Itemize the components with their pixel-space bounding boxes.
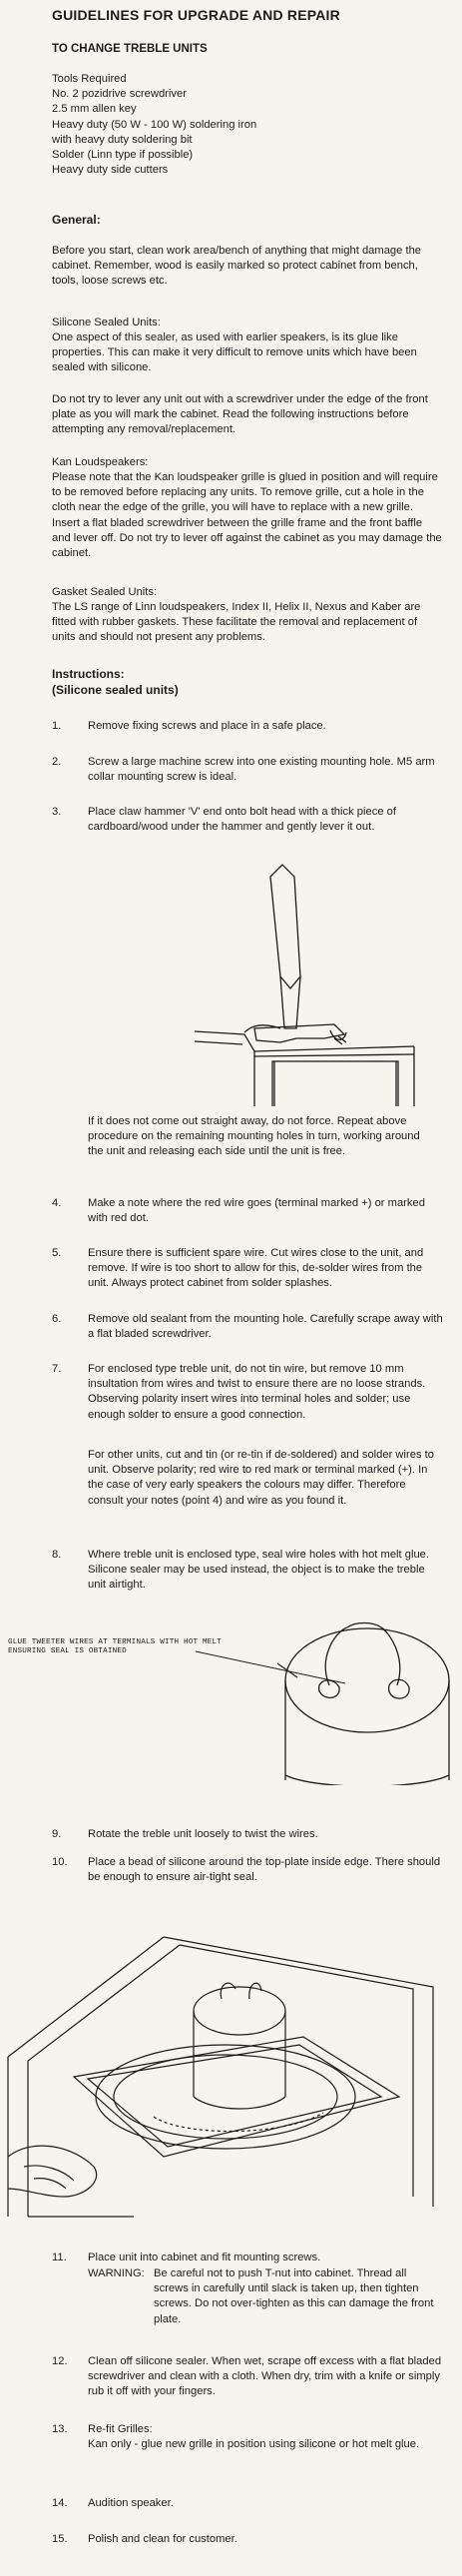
tools-line: No. 2 pozidrive screwdriver bbox=[52, 88, 187, 101]
step-text: Remove old sealant from the mounting hole. Carefully scrape away with a flat bladed screwdriver. bbox=[88, 1313, 443, 1341]
step-text: Audition speaker. bbox=[88, 2497, 174, 2509]
step-number: 14. bbox=[52, 2497, 68, 2509]
step-number: 10. bbox=[52, 1856, 68, 1868]
tweeter-glue-illustration bbox=[277, 1615, 457, 1785]
step-text: Polish and clean for customer. bbox=[88, 2533, 237, 2545]
step-text: Make a note where the red wire goes (terminal marked +) or marked with red dot. bbox=[88, 1197, 425, 1225]
step-number: 7. bbox=[52, 1363, 62, 1375]
step-7-continued: For other units, cut and tin (or re-tin if de-soldered) and solder wires to unit. Observe polarity; red wire to red mark or terminal marked (+). In the case of very early speakers the colours may differ. Therefore consult your notes (point 4) and wire as you found it. bbox=[88, 1449, 434, 1507]
tools-line: with heavy duty soldering bit bbox=[52, 133, 193, 146]
general-heading: General: bbox=[52, 213, 101, 227]
step-number: 1. bbox=[52, 720, 62, 732]
hammer-lever-illustration bbox=[185, 857, 444, 1106]
caption-line: GLUE TWEETER WIRES AT TERMINALS WITH HOT MELT bbox=[8, 1638, 223, 1646]
caption-line: ENSURING SEAL IS OBTAINED bbox=[8, 1646, 127, 1655]
silicone-text: One aspect of this sealer, as used with earlier speakers, is its glue like properties. This can make it very difficult to remove units which have been sealed with silicone. bbox=[52, 331, 417, 374]
step-number: 5. bbox=[52, 1247, 62, 1259]
step-text: Place unit into cabinet and fit mounting screws. bbox=[88, 2252, 321, 2263]
general-intro: Before you start, clean work area/bench of anything that might damage the cabinet. Remember, wood is easily marked so protect cabinet from bench, tools, loose screws etc. bbox=[52, 245, 422, 288]
step-text: Remove fixing screws and place in a safe place. bbox=[88, 720, 326, 732]
kan-text: Please note that the Kan loudspeaker grille is glued in position and will require to be removed before replacing any units. To remove grille, cut a hole in the cloth near the edge of the grille, you will have to replace with a new grille. Insert a flat bladed screwdriver between the grille frame and the front baffle and lever off. Do not try to lever off against the cabinet as you may damage the cabinet. bbox=[52, 471, 442, 560]
grille-note: Kan only - glue new grille in position using silicone or hot melt glue. bbox=[88, 2438, 420, 2450]
step-text: Re-fit Grilles: bbox=[88, 2423, 153, 2435]
silicone-heading: Silicone Sealed Units: bbox=[52, 317, 161, 328]
step-number: 9. bbox=[52, 1828, 62, 1840]
step-number: 4. bbox=[52, 1197, 62, 1209]
instructions-subheading: (Silicone sealed units) bbox=[52, 683, 179, 697]
tools-line: Heavy duty (50 W - 100 W) soldering iron bbox=[52, 118, 257, 131]
step-text: For enclosed type treble unit, do not tin wire, but remove 10 mm insultation from wires and twist to ensure there are no loose strands. Observing polarity insert wires into terminal holes and solder; use enough solder to ensure a good connection. bbox=[88, 1363, 426, 1421]
step-text: Rotate the treble unit loosely to twist the wires. bbox=[88, 1828, 318, 1840]
tools-list bbox=[52, 72, 443, 179]
tools-line: Tools Required bbox=[52, 73, 127, 85]
lever-warning-text: Do not try to lever any unit out with a screwdriver under the edge of the front plate as you will mark the cabinet. Read the following instructions before attempting any removal/replacement. bbox=[52, 393, 428, 436]
tools-line: 2.5 mm allen key bbox=[52, 103, 137, 116]
step-text: Screw a large machine screw into one existing mounting hole. M5 arm collar mounting screw is ideal. bbox=[88, 756, 435, 784]
step-text: Place claw hammer 'V' end onto bolt head with a thick piece of cardboard/wood under the hammer and gently lever it out. bbox=[88, 806, 396, 834]
step-number: 8. bbox=[52, 1549, 62, 1561]
step-number: 12. bbox=[52, 2355, 68, 2367]
step-text: Ensure there is sufficient spare wire. Cut wires close to the unit, and remove. If wire is too short to allow for this, de-solder wires from the unit. Always protect cabinet from solder splashes. bbox=[88, 1247, 424, 1290]
page-title: GUIDELINES FOR UPGRADE AND REPAIR bbox=[52, 7, 340, 23]
section-subtitle: TO CHANGE TREBLE UNITS bbox=[52, 43, 208, 55]
step-text: Place a bead of silicone around the top-plate inside edge. There should be enough to ensure air-tight seal. bbox=[88, 1856, 441, 1884]
tools-line: Heavy duty side cutters bbox=[52, 164, 169, 177]
warning-label: WARNING: bbox=[88, 2267, 145, 2279]
instructions-heading: Instructions: bbox=[52, 667, 125, 681]
kan-heading: Kan Loudspeakers: bbox=[52, 456, 149, 468]
step-3-continued: If it does not come out straight away, do not force. Repeat above procedure on the remaining mounting holes in turn, working around the unit and releasing each side until the unit is free. bbox=[88, 1115, 420, 1158]
step-number: 11. bbox=[52, 2252, 67, 2263]
gasket-heading: Gasket Sealed Units: bbox=[52, 586, 158, 598]
step-number: 13. bbox=[52, 2423, 68, 2435]
step-text: Clean off silicone sealer. When wet, scrape off excess with a flat bladed screwdriver and clean with a cloth. When dry, trim with a knife or simply rub it off with your fingers. bbox=[88, 2355, 442, 2398]
step-number: 15. bbox=[52, 2533, 68, 2545]
caption-leader-line bbox=[196, 1645, 345, 1685]
cabinet-install-illustration bbox=[4, 1927, 458, 2227]
step-number: 2. bbox=[52, 756, 62, 768]
warning-text: Be careful not to push T-nut into cabinet. Thread all screws in carefully until slack is taken up, then tighten screws. Do not over-tighten as this can damage the front plate. bbox=[154, 2267, 434, 2325]
gasket-text: The LS range of Linn loudspeakers, Index II, Helix II, Nexus and Kaber are fitted with rubber gaskets. These facilitate the removal and replacement of units and should not present any problems. bbox=[52, 601, 421, 644]
step-text: Where treble unit is enclosed type, seal wire holes with hot melt glue. Silicone sealer may be used instead, the object is to make the treble unit airtight. bbox=[88, 1549, 430, 1592]
tools-line: Solder (Linn type if possible) bbox=[52, 149, 194, 162]
step-number: 6. bbox=[52, 1313, 62, 1325]
step-number: 3. bbox=[52, 806, 62, 818]
